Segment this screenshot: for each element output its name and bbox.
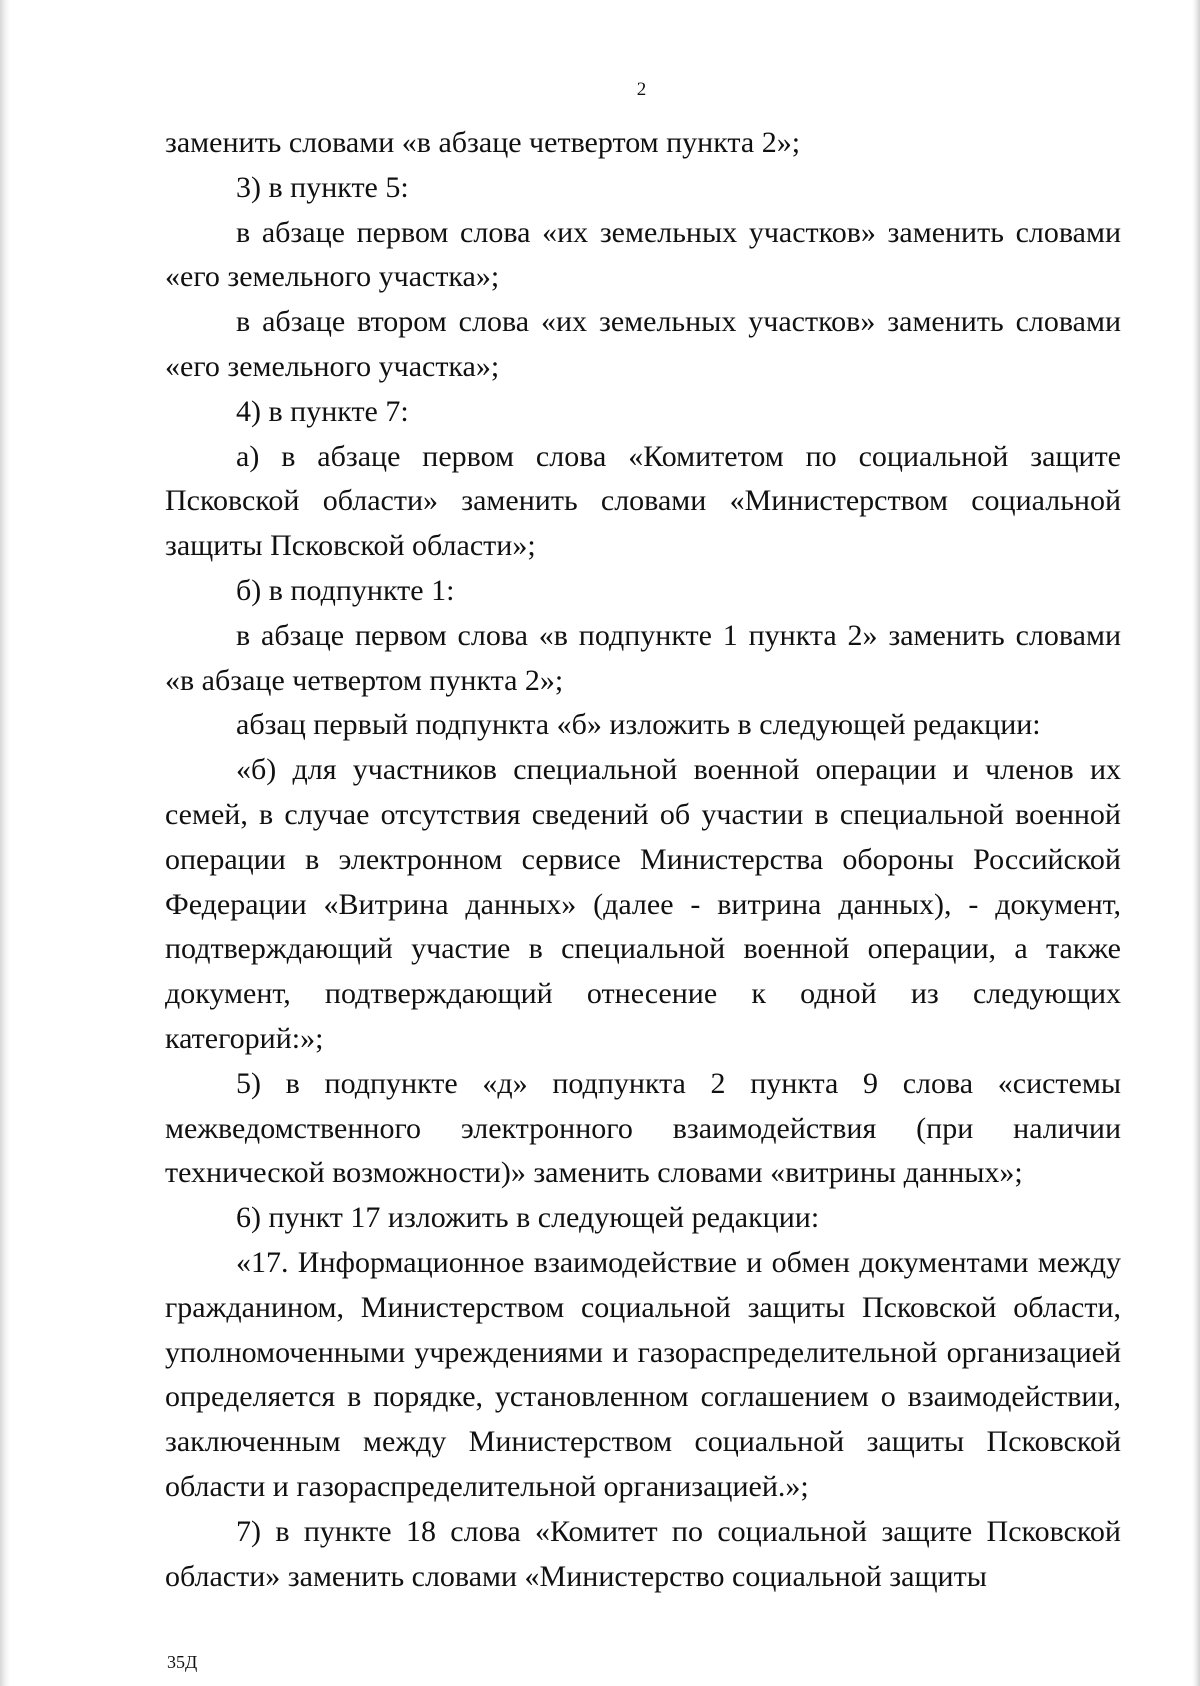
paragraph: в абзаце первом слова «в подпункте 1 пункта 2» заменить словами «в абзаце четвертом пункта 2»; xyxy=(165,618,1121,697)
paragraph: «17. Информационное взаимодействие и обмен документами между гражданином, Министерством социальной защиты Псковской области, уполномоченными учреждениями и газораспределительной организацией определяется в порядке, установленном соглашением о взаимодействии, заключенным между Министерством социальной защиты Псковской области и газораспределительной организацией.»; xyxy=(165,1245,1121,1503)
scan-edge-left xyxy=(0,0,10,1686)
page-number: 2 xyxy=(636,79,647,100)
paragraph: 6) пункт 17 изложить в следующей редакции: xyxy=(236,1201,820,1235)
paragraph: б) в подпункте 1: xyxy=(236,573,455,607)
paragraph: 7) в пункте 18 слова «Комитет по социальной защите Псковской области» заменить словами «Министерство социальной защиты xyxy=(165,1514,1121,1593)
paragraph: заменить словами «в абзаце четвертом пункта 2»; xyxy=(165,126,801,159)
document-code: 35Д xyxy=(167,1652,198,1672)
scan-edge-right xyxy=(1192,0,1200,1686)
paragraph: в абзаце первом слова «их земельных участков» заменить словами «его земельного участка»; xyxy=(165,215,1121,294)
paragraph: а) в абзаце первом слова «Комитетом по социальной защите Псковской области» заменить словами «Министерством социальной защиты Псковской области»; xyxy=(165,439,1121,563)
paragraph: 4) в пункте 7: xyxy=(236,394,409,428)
paragraph: абзац первый подпункта «б» изложить в следующей редакции: xyxy=(236,708,1041,742)
paragraph: 3) в пункте 5: xyxy=(236,170,409,204)
paragraph: 5) в подпункте «д» подпункта 2 пункта 9 слова «системы межведомственного электронного взаимодействия (при наличии технической возможности)» заменить словами «витрины данных»; xyxy=(165,1066,1121,1190)
paragraph: «б) для участников специальной военной операции и членов их семей, в случае отсутствия сведений об участии в специальной военной операции в электронном сервисе Министерства обороны Российской Федерации «Витрина данных» (далее - витрина данных), - документ, подтверждающий участие в специальной военной операции, а также документ, подтверждающий отнесение к одной из следующих категорий:»; xyxy=(165,753,1121,1055)
document-body xyxy=(165,121,1121,1599)
paragraph: в абзаце втором слова «их земельных участков» заменить словами «его земельного участка»; xyxy=(165,305,1121,383)
